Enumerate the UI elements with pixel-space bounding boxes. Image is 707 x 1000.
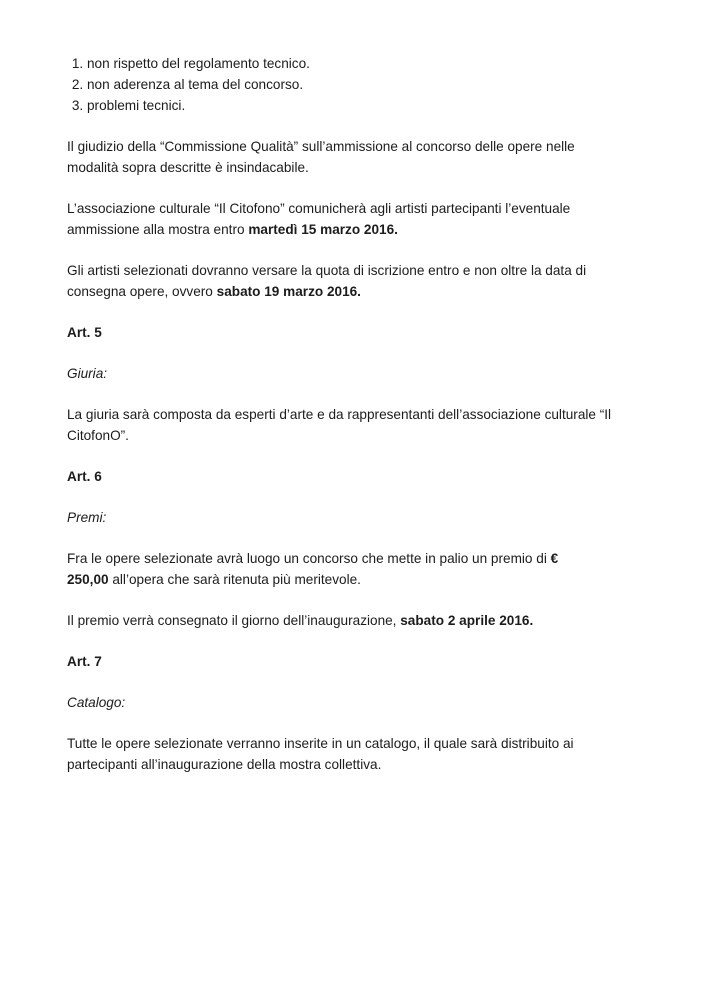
- text-line: Fra le opere selezionate avrà luogo un concorso che mette in palio un premio di: [67, 551, 551, 566]
- list-item: 3. problemi tecnici.: [87, 95, 647, 116]
- article-subtitle: Catalogo:: [67, 695, 126, 710]
- text-line: partecipanti all’inaugurazione della mostra collettiva.: [67, 757, 382, 772]
- text-line: ammissione alla mostra entro: [67, 222, 249, 237]
- prize-amount: 250,00: [67, 572, 109, 587]
- text-line: Gli artisti selezionati dovranno versare la quota di iscrizione entro e non oltre la data di: [67, 263, 587, 278]
- article-subtitle: Premi:: [67, 510, 107, 525]
- article-heading: Art. 6: [67, 469, 102, 484]
- article-heading: Art. 7: [67, 654, 102, 669]
- text-line: Il giudizio della “Commissione Qualità” sull’ammissione al concorso delle opere nelle: [67, 139, 575, 154]
- text-line: Tutte le opere selezionate verranno inserite in un catalogo, il quale sarà distribuito ai: [67, 736, 574, 751]
- exclusion-reasons-list: [67, 53, 647, 116]
- text-line: all’opera che sarà ritenuta più meritevole.: [108, 572, 361, 587]
- text-line: Il premio verrà consegnato il giorno dell’inaugurazione,: [67, 613, 401, 628]
- text-line: consegna opere, ovvero: [67, 284, 217, 299]
- date-highlight: martedì 15 marzo 2016.: [248, 222, 398, 237]
- paragraph-comunicazione: [67, 198, 647, 240]
- currency-symbol: €: [550, 551, 559, 566]
- list-item: 1. non rispetto del regolamento tecnico.: [87, 53, 647, 74]
- text-line: L’associazione culturale “Il Citofono” comunicherà agli artisti partecipanti l’eventuale: [67, 201, 571, 216]
- article-subtitle: Giuria:: [67, 366, 108, 381]
- document-body: [67, 53, 647, 775]
- paragraph-giudizio: [67, 136, 647, 178]
- article-heading: Art. 5: [67, 325, 102, 340]
- text-line: CitofonO”.: [67, 428, 129, 443]
- paragraph-quota: [67, 260, 647, 302]
- text-line: La giuria sarà composta da esperti d’arte e da rappresentanti dell’associazione culturale “Il: [67, 407, 612, 422]
- date-highlight: sabato 2 aprile 2016.: [400, 613, 534, 628]
- paragraph-giuria: [67, 404, 647, 446]
- paragraph-premi: [67, 548, 647, 590]
- list-item: 2. non aderenza al tema del concorso.: [87, 74, 647, 95]
- paragraph-catalogo: [67, 733, 647, 775]
- text-line: modalità sopra descritte è insindacabile.: [67, 160, 309, 175]
- date-highlight: sabato 19 marzo 2016.: [216, 284, 361, 299]
- paragraph-consegna-premio: [67, 610, 647, 631]
